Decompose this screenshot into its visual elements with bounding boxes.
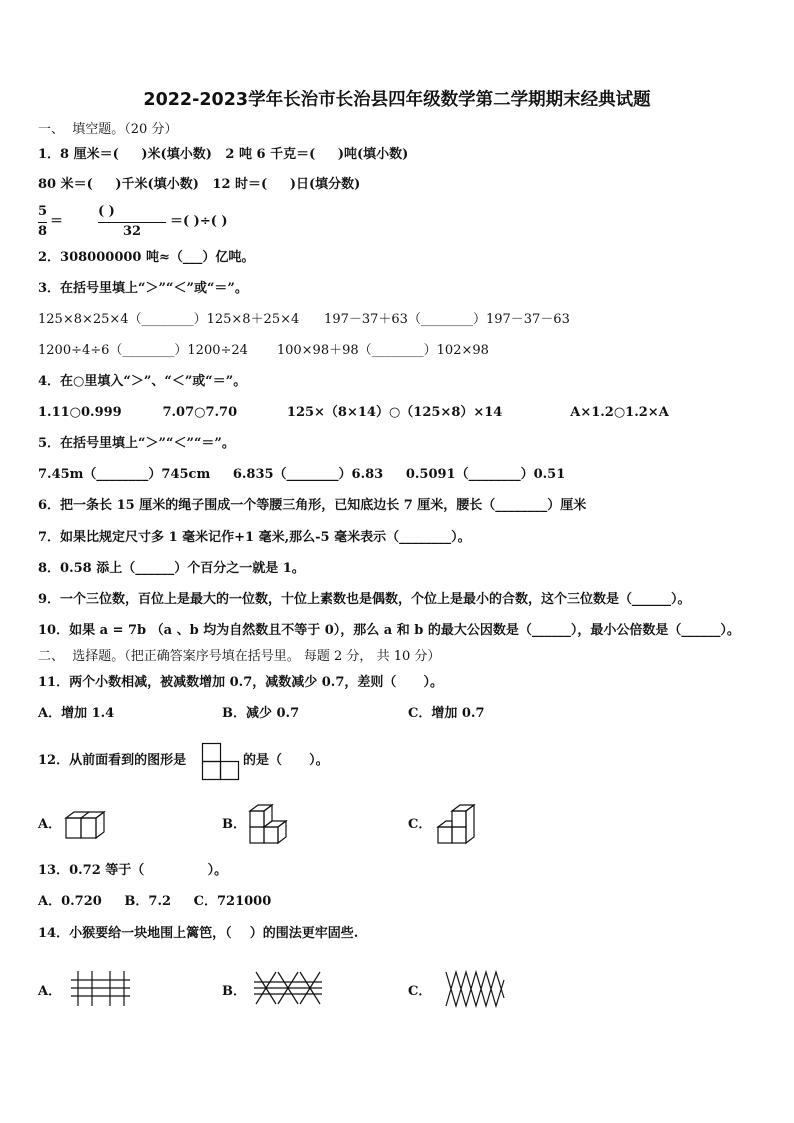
- question-14: 14．小猴要给一块地围上篱笆，（ ）的围法更牢固些.: [38, 926, 359, 941]
- question-12-tail: 的是（ ）。: [243, 753, 329, 768]
- section-1-heading: 一、 填空题。（20 分）: [38, 122, 178, 137]
- question-8: 8．0.58 添上（______）个百分之一就是 1。: [38, 561, 305, 576]
- question-3-row-1: 125×8×25×4（________）125×8＋25×4 197－37＋63（________）197－37－63: [38, 312, 570, 327]
- fence-cross-lines-figure: [254, 970, 324, 1008]
- question-14-option-a: A．: [38, 984, 62, 999]
- question-12: 12．从前面看到的图形是: [38, 753, 187, 768]
- option-b-cube-figure: [248, 803, 294, 847]
- option-c-cube-figure: [434, 803, 480, 847]
- fence-zigzag-figure: [444, 970, 506, 1010]
- question-12-option-a: A．: [38, 817, 62, 832]
- fraction-2-denominator: 32: [123, 224, 142, 239]
- fraction-numerator: 5: [38, 204, 48, 219]
- fraction-denominator: 8: [38, 224, 48, 239]
- fraction-2-numerator: ( ): [98, 204, 115, 219]
- question-13: 13．0.72 等于（ ）。: [38, 863, 228, 878]
- question-12-option-c: C．: [408, 817, 432, 832]
- fence-grid-figure: [70, 970, 132, 1008]
- option-a-cube-figure: [64, 808, 108, 842]
- question-6: 6．把一条长 15 厘米的绳子围成一个等腰三角形，已知底边长 7 厘米，腰长（________）厘米: [38, 498, 587, 513]
- question-11-option-b: B．减少 0.7: [222, 706, 300, 721]
- question-11-option-a: A．增加 1.4: [38, 706, 115, 721]
- question-12-option-b: B．: [222, 817, 246, 832]
- question-2: 2．308000000 吨≈（___）亿吨。: [38, 250, 255, 265]
- question-4-row: 1.11○0.999 7.07○7.70 125×（8×14）○（125×8）×14 A×1.2○1.2×A: [38, 405, 669, 420]
- question-5: 5．在括号里填上“＞”“＜”“＝”。: [38, 436, 235, 451]
- question-10: 10．如果 a = 7b （a 、b 均为自然数且不等于 0），那么 a 和 b 的最大公因数是（______），最小公倍数是（______）。: [38, 623, 740, 638]
- question-14-option-c: C．: [408, 984, 432, 999]
- question-1-line-2: 80 米＝( )千米(填小数) 12 时＝( )日(填分数): [38, 177, 361, 192]
- front-view-figure: [202, 743, 242, 781]
- section-2-heading: 二、 选择题。（把正确答案序号填在括号里。 每题 2 分， 共 10 分）: [38, 649, 441, 664]
- question-14-option-b: B．: [222, 984, 246, 999]
- page-title: 2022-2023学年长治市长治县四年级数学第二学期期末经典试题: [143, 90, 651, 110]
- question-9: 9．一个三位数，百位上是最大的一位数，十位上素数也是偶数，个位上是最小的合数，这个三位数是（______）。: [38, 592, 691, 607]
- question-11-option-c: C．增加 0.7: [408, 706, 485, 721]
- question-3-row-2: 1200÷4÷6（________）1200÷24 100×98＋98（________）102×98: [38, 343, 489, 358]
- question-1-fraction: [38, 203, 238, 243]
- question-4: 4．在○里填入“＞”、“＜”或“＝”。: [38, 374, 247, 389]
- question-7: 7．如果比规定尺寸多 1 毫米记作+1 毫米,那么-5 毫米表示（________）。: [38, 530, 471, 545]
- question-1-line-1: 1．8 厘米＝( )米(填小数) 2 吨 6 千克＝( )吨(填小数): [38, 147, 409, 162]
- fraction-tail: ＝( )÷( ): [170, 214, 228, 229]
- question-5-row: 7.45m（________）745cm 6.835（________）6.83 0.5091（________）0.51: [38, 467, 566, 482]
- fraction-equals: ＝: [50, 214, 64, 229]
- question-11: 11．两个小数相减，被减数增加 0.7，减数减少 0.7，差则（ ）。: [38, 675, 444, 690]
- question-3: 3．在括号里填上“＞”“＜”或“＝”。: [38, 281, 248, 296]
- question-13-options: A．0.720 B．7.2 C．721000: [38, 894, 272, 909]
